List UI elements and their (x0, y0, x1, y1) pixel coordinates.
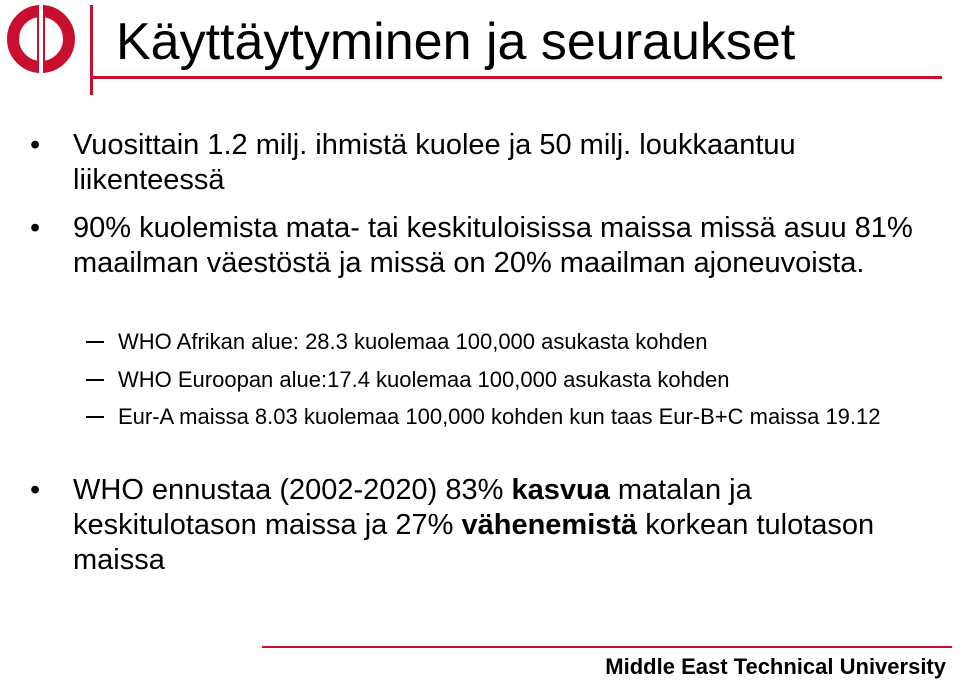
bold-term-vahenemista: vähenemistä (461, 509, 638, 541)
bullet-text-part: matalan ja keskitulotason maissa ja 27% (73, 474, 752, 541)
header-horizontal-rule (90, 76, 942, 79)
sub-bullet-text: WHO Afrikan alue: 28.3 kuolemaa 100,000 asukasta kohden (118, 329, 708, 354)
bullet-text (73, 473, 913, 578)
bullet-dot-icon: • (30, 129, 41, 161)
bold-term-kasvua: kasvua (511, 474, 610, 506)
university-logo-icon (6, 4, 76, 74)
dash-icon (86, 341, 104, 343)
footer-rule (262, 646, 952, 648)
header-vertical-rule (90, 5, 93, 95)
dash-icon (86, 379, 104, 381)
bullet-text-part: korkean tulotason maissa (73, 509, 875, 576)
sub-bullet-text: WHO Euroopan alue:17.4 kuolemaa 100,000 asukasta kohden (118, 367, 730, 392)
bullet-dot-icon: • (30, 212, 41, 244)
bullet-text: 90% kuolemista mata- tai keskituloisissa maissa missä asuu 81% maailman väestöstä ja missä on 20% maailman ajoneuvoista. (73, 212, 913, 279)
dash-icon (86, 416, 104, 418)
slide-title: Käyttäytyminen ja seuraukset (116, 13, 796, 71)
footer-university-name: Middle East Technical University (605, 654, 946, 679)
bullet-text-part: WHO ennustaa (2002-2020) 83% (73, 474, 512, 506)
bullet-dot-icon: • (30, 474, 41, 506)
bullet-text: Vuosittain 1.2 milj. ihmistä kuolee ja 50 milj. loukkaantuu liikenteessä (73, 129, 796, 196)
sub-bullet-text: Eur-A maissa 8.03 kuolemaa 100,000 kohden kun taas Eur-B+C maissa 19.12 (118, 404, 881, 429)
